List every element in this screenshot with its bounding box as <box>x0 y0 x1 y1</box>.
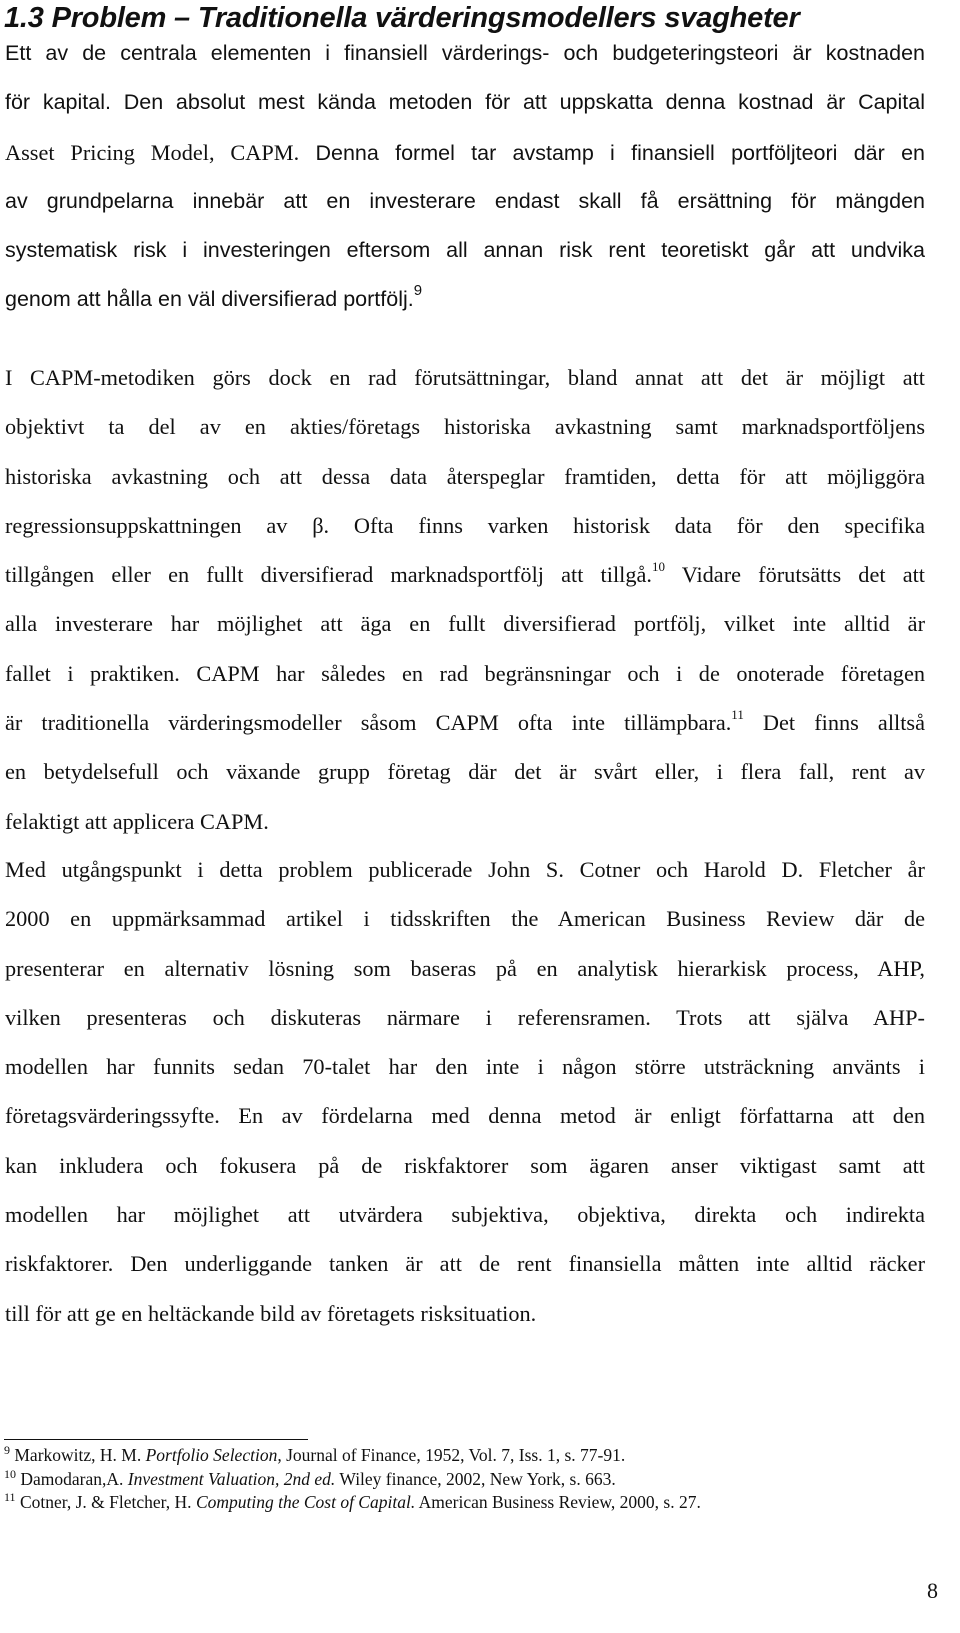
text-line: av grundpelarna innebär att en investerare endast skall få ersättning för mängden <box>5 188 925 213</box>
footnote-ref-11[interactable]: 11 <box>731 707 744 723</box>
text-line: fallet i praktiken. CAPM har således en rad begränsningar och i de onoterade företagen <box>5 660 925 686</box>
text-line: modellen har funnits sedan 70-talet har den inte i någon större utsträckning använts i <box>5 1054 925 1080</box>
text-line: till för att ge en heltäckande bild av företagets risksituation. <box>5 1300 537 1326</box>
text-line <box>5 698 925 747</box>
page-number: 8 <box>927 1578 938 1603</box>
footnote-ref-10[interactable]: 10 <box>651 559 665 575</box>
text-line: kan inkludera och fokusera på de riskfaktorer som ägaren anser viktigast samt att <box>5 1152 925 1178</box>
text-line: riskfaktorer. Den underliggande tanken är att de rent finansiella måtten inte alltid räcker <box>5 1251 925 1277</box>
paragraph-ahp-alternative <box>5 845 925 1338</box>
text-segment: Denna formel tar avstamp i finansiell portföljteori där en <box>299 140 925 165</box>
footnote-title: Portfolio Selection, <box>145 1445 282 1465</box>
paragraph-capm-limitations <box>5 353 925 846</box>
paragraph-capm-intro <box>5 29 925 325</box>
text-line: historiska avkastning och att dessa data återspeglar framtiden, detta för att möjliggöra <box>5 463 925 489</box>
text-line: alla investerare har möjlighet att äga en fullt diversifierad portfölj, vilket inte alltid är <box>5 611 925 637</box>
text-line: Med utgångspunkt i detta problem publicerade John S. Cotner och Harold D. Fletcher år <box>5 857 925 882</box>
footnote-text: Markowitz, H. M. <box>10 1445 146 1465</box>
text-line <box>5 550 925 599</box>
text-line: felaktigt att applicera CAPM. <box>5 808 269 834</box>
text-line <box>5 275 925 324</box>
text-segment: Det finns alltså <box>743 710 925 736</box>
text-line: Ett av de centrala elementen i finansiell värderings- och budgeteringsteori är kostnaden <box>5 41 925 65</box>
footnote-text: Wiley finance, 2002, New York, s. 663. <box>335 1468 616 1489</box>
footnote-separator <box>4 1439 308 1440</box>
text-line-mixed <box>5 128 925 177</box>
text-line: en betydelsefull och växande grupp företag där det är svårt eller, i flera fall, rent av <box>5 759 925 785</box>
text-line: objektivt ta del av en akties/företags historiska avkastning samt marknadsportföljens <box>5 414 925 440</box>
footnote-text: American Business Review, 2000, s. 27. <box>415 1492 701 1512</box>
footnote-text: Damodaran,A. <box>16 1468 128 1489</box>
footnote-number: 9 <box>4 1443 10 1457</box>
text-segment: är traditionella värderingsmodeller såsom CAPM ofta inte tillämpbara. <box>5 710 732 736</box>
text-segment: genom att hålla en väl diversifierad portfölj. <box>5 287 414 312</box>
footnote-9 <box>4 1444 944 1468</box>
text-line: företagsvärderingssyfte. En av fördelarna med denna metod är enligt författarna att den <box>5 1103 925 1129</box>
footnote-number: 10 <box>4 1466 16 1481</box>
text-segment: Vidare förutsätts det att <box>664 562 925 588</box>
footnote-number: 11 <box>4 1490 16 1504</box>
text-line: 2000 en uppmärksammad artikel i tidsskriften the American Business Review där de <box>5 906 925 932</box>
footnote-11 <box>4 1491 944 1515</box>
section-heading: 1.3 Problem – Traditionella värderingsmodellers svagheter <box>4 2 800 34</box>
text-line: regressionsuppskattningen av β. Ofta finns varken historisk data för den specifika <box>5 512 925 538</box>
text-line: systematisk risk i investeringen eftersom all annan risk rent teoretiskt går att undvika <box>5 238 925 263</box>
text-line: presenterar en alternativ lösning som baseras på en analytisk hierarkisk process, AHP, <box>5 955 925 981</box>
footnote-ref-9[interactable]: 9 <box>413 282 423 300</box>
footnote-title: Computing the Cost of Capital. <box>195 1492 416 1512</box>
text-line: modellen har möjlighet att utvärdera subjektiva, objektiva, direkta och indirekta <box>5 1202 925 1228</box>
text-segment: tillgången eller en fullt diversifierad marknadsportfölj att tillgå. <box>5 562 652 588</box>
footnote-text: Cotner, J. & Fletcher, H. <box>15 1492 196 1512</box>
text-line: för kapital. Den absolut mest kända metoden för att uppskatta denna kostnad är Capital <box>5 90 925 115</box>
text-line: vilken presenteras och diskuteras närmare i referensramen. Trots att själva AHP- <box>5 1004 925 1030</box>
footnote-10 <box>4 1468 944 1492</box>
footnotes <box>4 1444 944 1515</box>
footnote-text: Journal of Finance, 1952, Vol. 7, Iss. 1, s. 77-91. <box>281 1445 626 1465</box>
footnote-title: Investment Valuation, 2nd ed. <box>127 1468 336 1489</box>
text-line: I CAPM-metodiken görs dock en rad förutsättningar, bland annat att det är möjligt att <box>5 365 925 390</box>
text-segment: Asset Pricing Model, CAPM. <box>5 139 300 165</box>
